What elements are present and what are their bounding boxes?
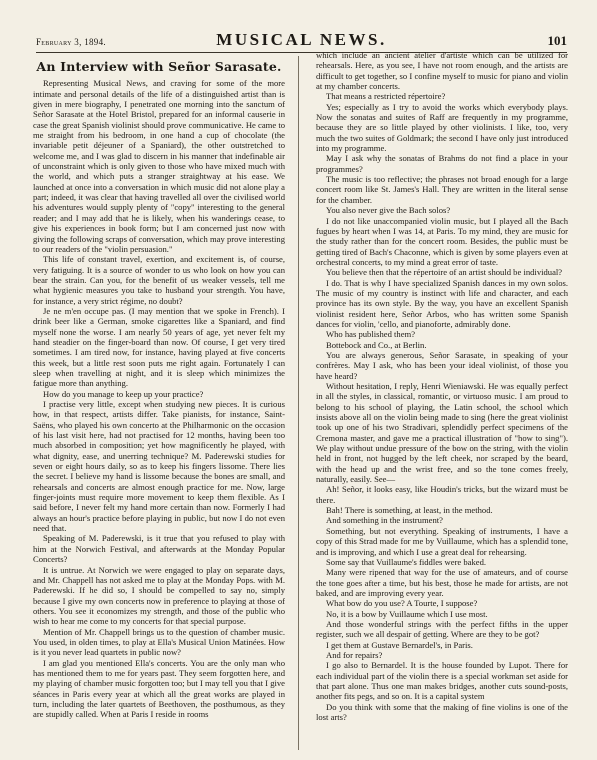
article-paragraph: Ah! Señor, it looks easy, like Houdin's tricks, but the wizard must be there. [316, 484, 568, 505]
article-paragraph: You also never give the Bach solos? [326, 205, 451, 216]
page-number: 101 [547, 33, 567, 48]
article-paragraph: The music is too reflective; the phrases not broad enough for a large concert room like St. James's Hall. They are written in the literal sense for the chamber. [316, 174, 568, 205]
article-paragraph: And something in the instrument? [326, 515, 443, 526]
article-paragraph: Who has published them? [326, 329, 416, 340]
article-paragraph: What bow do you use? A Tourte, I suppose? [326, 598, 478, 609]
column-divider [298, 56, 299, 750]
article-paragraph: Do you think with some that the making of fine violins is one of the lost arts? [316, 701, 568, 722]
article-paragraph: Many were ripened that way for the use of amateurs, and of course the tone goes after a time, but his best, those he made for artists, are not baked, and are improving every year. [316, 567, 568, 598]
article-paragraph: No, it is a bow by Vuillaume which I use most. [326, 608, 488, 619]
article-paragraph: You are always generous, Señor Sarasate, in speaking of your confrères. May I ask, who has been your ideal violinist, of those you have heard? [316, 349, 568, 381]
article-paragraph: I do. That is why I have specialized Spanish dances in my own solos. The music of my country is instinct with life and character, and each province has its own style. By the way, you have an excellent Spanish violinist resident here, Señor Arbos, who has written some Spanish dances for violin, 'cello, and pianoforte, admirably done. [316, 277, 568, 329]
left-column-text [33, 78, 285, 719]
article-paragraph: I go also to Bernardel. It is the house founded by Lupot. There for each individual part of the violin there is a special workman set aside for that part alone. Thus one man makes bridges, another cuts sound-posts, another fits pegs, and so on. It is a capital system [316, 660, 568, 702]
article-paragraph: Bah! There is something, at least, in the method. [326, 505, 493, 516]
article-paragraph: How do you manage to keep up your practice? [43, 388, 204, 399]
article-paragraph: Some say that Vuillaume's fiddles were baked. [326, 556, 487, 567]
article-paragraph: Yes; especially as I try to avoid the works which everybody plays. Now the sonatas and suites of Raff are frequently in my programme, because they are so little played by other violinists. I like, too, very much the two suites of Goldmark; the second I have only just introduced into my programme. [316, 101, 568, 154]
article-paragraph: This life of constant travel, exertion, and excitement is, of course, very fatiguing. It is a source of wonder to us who look on how you can bear the strain. Can you, for the benefit of us weaker vessels, tell me what hygienic measures you take to husband your strength. You have, for instance, a very strict régime, no doubt? [33, 254, 285, 306]
article-paragraph: I get them at Gustave Bernardel's, in Paris. [326, 639, 473, 650]
article-title: An Interview with Señor Sarasate. [36, 60, 282, 74]
article-paragraph: May I ask why the sonatas of Brahms do not find a place in your programmes? [316, 153, 568, 174]
right-column [316, 50, 568, 750]
article-paragraph: You believe then that the répertoire of an artist should be individual? [326, 267, 563, 278]
masthead-title: MUSICAL NEWS. [216, 30, 387, 49]
article-paragraph: I am glad you mentioned Ella's concerts. You are the only man who has mentioned them to me for years past. They seem forgotten here, and my playing of chamber music forgotten too; but I may tell you that I give séances in Paris every year at which all the great works are played in turn, including the later quartets of Beethoven, the posthumous, as they are stupidly called. When at Paris I reside in rooms [33, 657, 285, 720]
article-paragraph: And those wonderful strings with the perfect fifths in the upper register, such we all despair of getting. Where are they to be got? [316, 618, 568, 640]
article-paragraph: Representing Musical News, and craving for some of the more intimate and personal details of the life of a distinguished artist than is given in mere biography, I penetrated one morning into the sanctum of Señor Sarasate at the Hotel Bristol, prepared for an informal causerie in case the great Spanish violinist should prove communicative. He came to me straight from his bedroom, in one hand a cup of chocolate (the invariable petit déjeuner of a Spaniard), the other outstretched to welcome me, and I was glad to discern in his manner that indefinable air of unconstraint which is only given to those who have mixed much with the world, and which puts a stranger straightway at his ease. We launched at once into a conversation in which music did not alone play a part; indeed, it was clear that having travelled all over the civilised world his adventures would supply plenty of "copy" interesting to the general reader; and I may add that he is likely, when his wanderings cease, to give his experiences in book form; but I am concerned just now with giving the following scraps of conversation, which may prove interesting to our readers of the "violin persuasion." [33, 78, 285, 254]
right-column-text [316, 50, 568, 722]
issue-date: February 3, 1894. [36, 37, 106, 47]
article-paragraph: That means a restricted répertoire? [326, 91, 446, 102]
article-paragraph: Bottebock and Co., at Berlin. [326, 339, 427, 350]
article-paragraph: I practise very little, except when studying new pieces. It is curious how, in that respect, artists differ. Take pianists, for instance, Saint-Saëns, who played his own concerto at the Philharmonic on the occasion of his last visit here, had not practised for 12 months, having been too much absorbed in composition; yet how magnificently he played, with what dignity, ease, and unerring technique? M. Paderewski studies for seven or eight hours daily, so as to keep his fingers lissome. There lies the secret. I believe my hand is lissome because the bones are small, and rehearsals and concerts are almost enough practice for me. Now, large finger-joints must require more movement to keep them flexible. As I said before, I never felt my hand more certain than now. Formerly I had always an hour's practice before playing in public, but now I do not even need that. [33, 399, 285, 534]
article-paragraph: And for repairs? [326, 649, 383, 660]
article-paragraph: which include an ancient atelier d'artiste which can be utilized for rehearsals. Here, as you see, I have not room enough, and the artists are difficult to get together, so I confine myself to music for piano and violin at my chamber concerts. [316, 50, 568, 92]
article-paragraph: I do not like unaccompanied violin music, but I played all the Bach fugues by heart when I was 14, at Paris. To my mind, they are music for the study rather than for the concert room. Besides, the public must be getting tired of Bach's Chaconne, which is given by some players even at orchestral concerts, to my mind a great error of taste. [316, 215, 568, 267]
article-paragraph: Mention of Mr. Chappell brings us to the question of chamber music. You used, in olden times, to play at Ella's Musical Union Matinées. How is it you never lead quartets in public now? [33, 626, 285, 658]
article-paragraph: Something, but not everything. Speaking of instruments, I have a copy of this Strad made for me by Vuillaume, which has a splendid tone, and is improving, and which I use a great deal for rehearsing. [316, 525, 568, 557]
article-paragraph: Speaking of M. Paderewski, is it true that you refused to play with him at the Norwich Festival, and afterwards at the Monday Popular Concerts? [33, 533, 285, 565]
article-paragraph: Je ne m'en occupe pas. (I may mention that we spoke in French). I drink beer like a German, smoke cigarettes like a Spaniard, and find myself none the worse. I am nearly 50 years of age, yet never felt my hand steadier on the finger-board than now. Of course, I get very tired sometimes. I am tired now, for instance, having played at five concerts this week, but a little rest soon puts me right again. Fortunately I can sleep when travelling at night, and it is sleep which minimizes the fatigue more than anything. [33, 305, 285, 389]
left-column [33, 60, 285, 750]
article-paragraph: Without hesitation, I reply, Henri Wieniawski. He was equally perfect in all the styles, in classical, romantic, or virtuoso music. I am proud to belong to his school of playing, the Latin school, the school which insists above all on the violin being made to sing (here the great violinist took up one of his two Stradivari, splendidly perfect specimens of the Cremona master, and gave me a practical illustration of "how to sing"). We play without undue pressure of the bow on the string, with the violin held in front, not hugged by the left cheek, nor scraped by the beard, with the head up and the wrist free, and so the tone comes freely, naturally, easily. See— [316, 381, 568, 485]
article-paragraph: It is untrue. At Norwich we were engaged to play on separate days, and Mr. Chappell has not asked me to play at the Monday Pops. with M. Paderewski. If he did so, I should be compelled to say no, simply because I give my own concerts now in preference to playing at those of others. You see it economizes my strength, and those of the public who wish to hear me come to my concerts for that special purpose. [33, 564, 285, 627]
